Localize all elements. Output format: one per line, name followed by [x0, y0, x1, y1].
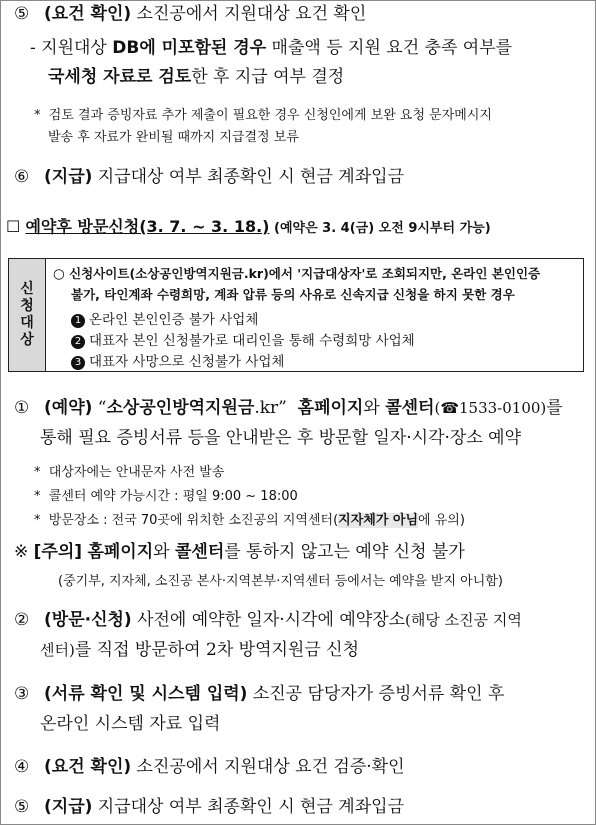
caution-heading: [주의] [33, 542, 83, 562]
dash-bullet: - [30, 38, 36, 58]
step-heading: (서류 확인 및 시스템 입력) [44, 684, 248, 704]
note-2-3: * 방문장소 : 전국 70곳에 위치한 소진공의 지역센터(지자체가 아님에 유의) [34, 513, 465, 528]
bullet-icon: ○ [53, 266, 65, 282]
step-heading: (지급) [44, 167, 93, 187]
detail-bold: DB에 미포함된 경우 [112, 38, 267, 58]
step-5-requirement-check [14, 0, 366, 28]
eligibility-item-2: 2 대표자 본인 신청불가로 대리인을 통해 수령희망 사업체 [71, 329, 415, 349]
number-1-icon: 1 [71, 314, 85, 328]
caution-notice: ※ [주의] 홈페이지와 콜센터를 통하지 않고는 예약 신청 불가 [14, 542, 465, 562]
reference-mark-icon: ※ [14, 542, 29, 562]
detail-bold: 국세청 자료로 검토 [48, 67, 192, 87]
section-title: 예약후 방문신청(3. 7. ~ 3. 18.) [25, 217, 270, 236]
step-number: ① [14, 398, 30, 418]
step-2-visit: ② (방문·신청) 사전에 예약한 일자·시각에 예약장소(해당 소진공 지역 [14, 606, 522, 634]
step-3-line-2: 온라인 시스템 자료 입력 [40, 714, 221, 734]
step-number: ③ [14, 684, 30, 704]
detail-line-2 [48, 63, 344, 91]
note-text: 검토 결과 증빙자료 추가 제출이 필요한 경우 신청인에게 보완 요청 문자메시지 [48, 108, 492, 123]
step-text: 소진공에서 지원대상 요건 확인 [131, 4, 367, 24]
step-5-payment: ⑤ (지급) 지급대상 여부 최종확인 시 현금 계좌입금 [14, 793, 404, 821]
step-4-verification: ④ (요건 확인) 소진공에서 지원대상 요건 검증·확인 [14, 753, 405, 781]
eligibility-side-label: 신청대상 [9, 259, 46, 371]
step-heading: (예약) [44, 398, 93, 418]
checkbox-icon: ☐ [6, 217, 21, 236]
step-number: ④ [14, 757, 30, 777]
step-heading: (방문·신청) [44, 610, 132, 630]
callcenter-label: 콜센터 [385, 398, 435, 418]
note-2-1: * 대상자에는 안내문자 사전 발송 [34, 465, 225, 480]
emphasis-not-local-gov: 지자체가 아님 [338, 513, 419, 528]
section-header [6, 216, 491, 240]
step-6-payment [14, 163, 404, 191]
step-3-system-input: ③ (서류 확인 및 시스템 입력) 소진공 담당자가 증빙서류 확인 후 [14, 680, 504, 708]
eligibility-item-3: 3 대표자 사망으로 신청불가 사업체 [71, 350, 284, 370]
eligibility-line-2: 불가, 타인계좌 수령희망, 계좌 압류 등의 사유로 신속지급 신청을 하지 못한 경우 [71, 287, 515, 302]
step-heading: (요건 확인) [44, 757, 132, 777]
detail-line-1 [30, 34, 512, 62]
number-3-icon: 3 [71, 356, 85, 370]
step-heading: (요건 확인) [44, 4, 132, 24]
number-2-icon: 2 [71, 335, 85, 349]
note-1-line-1 [34, 104, 492, 123]
note-1-line-2: 발송 후 자료가 완비될 때까지 지급결정 보류 [48, 130, 299, 145]
step-number: ⑤ [14, 797, 30, 817]
caution-sub: (중기부, 지자체, 소진공 본사·지역본부·지역센터 등에서는 예약을 받지 아니함) [58, 574, 503, 589]
note-star: * [34, 108, 41, 123]
note-2-2: * 콜센터 예약 가능시간 : 평일 9:00 ~ 18:00 [34, 489, 298, 504]
section-subtitle: (예약은 3. 4(금) 오전 9시부터 가능) [269, 221, 491, 236]
step-number: ② [14, 610, 30, 630]
eligibility-box [8, 258, 584, 372]
phone-number: (☎1533-0100) [434, 399, 547, 417]
site-name: 소상공인방역지원금 [106, 398, 255, 418]
homepage-label: 홈페이지 [297, 398, 364, 418]
eligibility-item-1: 1 온라인 본인인증 불가 사업체 [71, 308, 258, 328]
step-number: ⑤ [14, 4, 30, 24]
eligibility-line-1: ○ 신청사이트(소상공인방역지원금.kr)에서 '지급대상자'로 조회되지만, 온라인 본인인증 [53, 266, 541, 282]
step-1-reservation: ① (예약) “소상공인방역지원금.kr” 홈페이지와 콜센터(☎1533-0100)를 [14, 394, 563, 422]
step-number: ⑥ [14, 167, 30, 187]
step-heading: (지급) [44, 797, 93, 817]
step-1-line-2: 통해 필요 증빙서류 등을 안내받은 후 방문할 일자·시각·장소 예약 [40, 428, 522, 448]
detail-text: 지원대상 [35, 38, 113, 58]
step-text: 지급대상 여부 최종확인 시 현금 계좌입금 [92, 167, 404, 187]
step-2-line-2: 센터)를 직접 방문하여 2차 방역지원금 신청 [40, 640, 360, 660]
detail-text: 한 후 지급 여부 결정 [191, 67, 345, 87]
detail-text: 매출액 등 지원 요건 충족 여부를 [266, 38, 513, 58]
